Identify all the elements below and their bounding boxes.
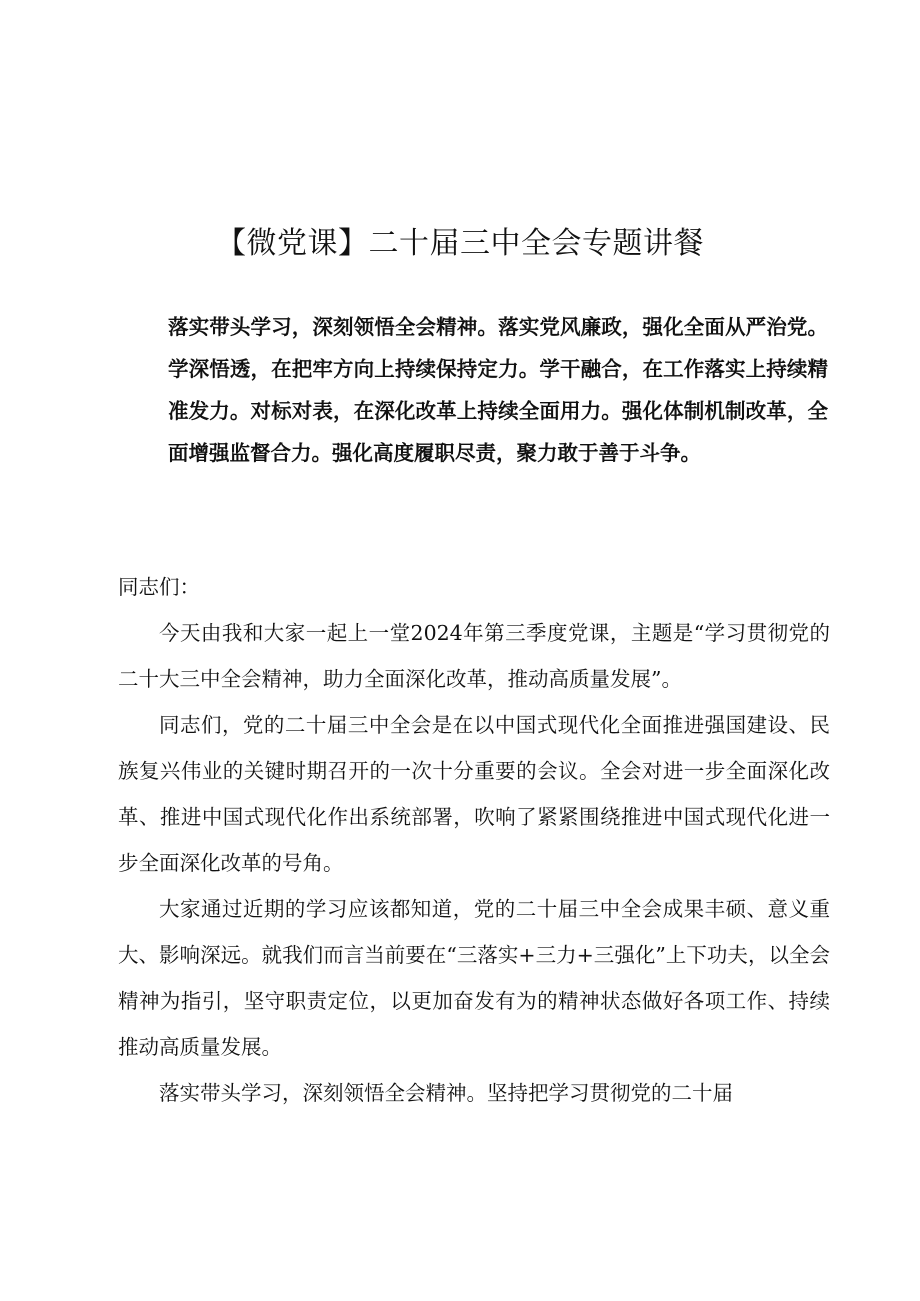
salutation: 同志们： xyxy=(118,575,200,599)
document-abstract: 落实带头学习，深刻领悟全会精神。落实党风廉政，强化全面从严治党。学深悟透，在把牢方向上持续保持定力。学干融合，在工作落实上持续精准发力。对标对表，在深化改革上持续全面用力。强化体制机制改革，全面增强监督合力。强化高度履职尽责，聚力敢于善于斗争。 xyxy=(168,315,828,465)
body-paragraph: 同志们，党的二十届三中全会是在以中国式现代化全面推进强国建设、民族复兴伟业的关键时期召开的一次十分重要的会议。全会对进一步全面深化改革、推进中国式现代化作出系统部署，吹响了紧紧围绕推进中国式现代化进一步全面深化改革的号角。 xyxy=(118,713,830,875)
body-paragraph: 今天由我和大家一起上一堂2024年第三季度党课，主题是“学习贯彻党的二十大三中全会精神，助力全面深化改革，推动高质量发展”。 xyxy=(118,621,830,691)
body-paragraph: 大家通过近期的学习应该都知道，党的二十届三中全会成果丰硕、意义重大、影响深远。就我们而言当前要在“三落实+三力+三强化”上下功夫，以全会精神为指引，坚守职责定位，以更加奋发有为的精神状态做好各项工作、持续推动高质量发展。 xyxy=(118,897,830,1059)
document-body xyxy=(118,564,830,1116)
body-paragraph: 落实带头学习，深刻领悟全会精神。坚持把学习贯彻党的二十届 xyxy=(159,1081,733,1105)
document-title: 【微党课】二十届三中全会专题讲餐 xyxy=(216,226,704,261)
